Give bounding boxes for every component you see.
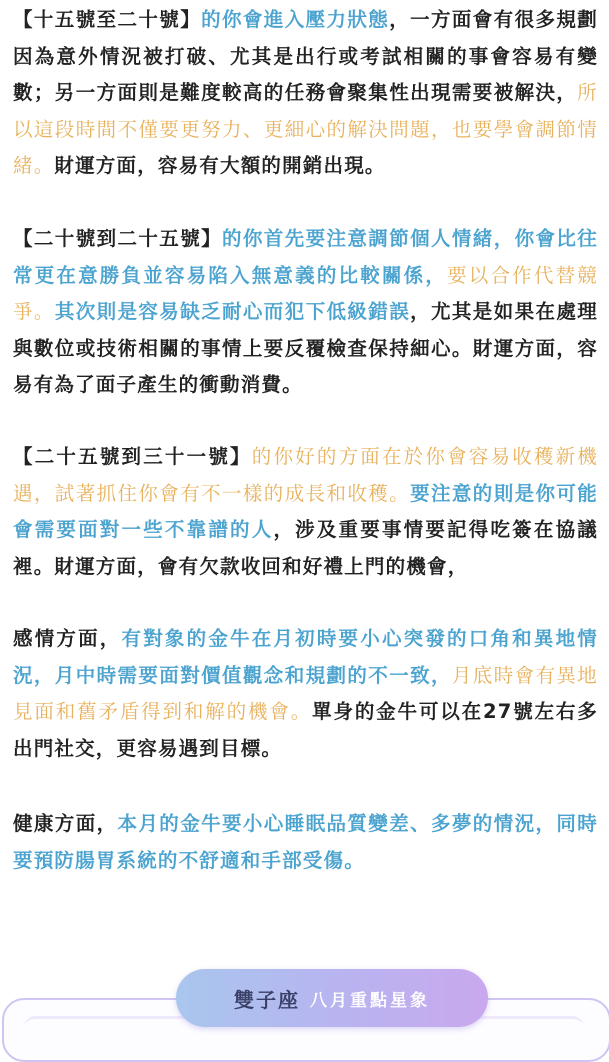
- paragraph-20-to-25: [13, 221, 598, 404]
- section-header-pill[interactable]: [176, 969, 488, 1027]
- highlight-gold: 的你好的方面在於你會容易收穫新機遇，試著抓住你會有不一樣的成長和收穫。: [13, 445, 599, 505]
- highlight-blue: 的你會進入壓力狀態: [201, 8, 390, 31]
- topic-label: 感情方面，: [13, 627, 122, 650]
- section-subtitle: 八月重點星象: [310, 990, 430, 1011]
- highlight-blue: 本月的金牛要小心睡眠品質變差、多夢的情況，同時要預防腸胃系統的不舒適和手部受傷。: [13, 812, 598, 872]
- paragraph-25-to-31: [13, 439, 598, 585]
- highlight-gold: 所以這段時間不僅要更努力、更細心的解決問題，也要學會調節情緒。: [13, 81, 598, 177]
- highlight-blue: 要注意的則是你可能會需要面對一些不靠譜的人: [13, 481, 598, 541]
- highlight-gold: 月底時會有異地見面和舊矛盾得到和解的機會。: [13, 663, 599, 723]
- paragraph-love: [13, 621, 598, 767]
- body-text: ，一方面會有很多規劃因為意外情況被打破、尤其是出行或考試相關的事會容易有變數；另一方面則是難度較高的任務會聚集性出現需要被解決，: [13, 8, 598, 104]
- highlight-gold: 要以合作代替競爭。: [13, 263, 598, 323]
- zodiac-sign-label: 雙子座: [234, 987, 300, 1012]
- body-text: ，尤其是如果在處理與數位或技術相關的事情上要反覆檢查保持細心。財運方面，容易有為了面子產生的衝動消費。: [13, 300, 599, 396]
- highlight-blue: 有對象的金牛在月初時要小心突發的口角和異地情況，月中時需要面對價值觀念和規劃的不一致，: [13, 627, 598, 687]
- paragraph-health: [13, 806, 598, 879]
- body-text: ，涉及重要事情要記得吃簽在協議裡。財運方面，會有欠款收回和好禮上門的機會，: [13, 518, 598, 578]
- date-range-heading: 【十五號至二十號】: [13, 8, 202, 31]
- body-text: 財運方面，容易有大額的開銷出現。: [54, 154, 386, 177]
- date-range-heading: 【二十五號到三十一號】: [13, 445, 252, 468]
- topic-label: 健康方面，: [13, 812, 118, 835]
- date-range-heading: 【二十號到二十五號】: [13, 227, 222, 250]
- highlight-blue: 其次則是容易缺乏耐心而犯下低級錯誤: [54, 300, 411, 323]
- body-text: 單身的金牛可以在27號左右多出門社交，更容易遇到目標。: [13, 700, 598, 760]
- highlight-blue: 的你首先要注意調節個人情緒，你會比往常更在意勝負並容易陷入無意義的比較關係，: [13, 227, 598, 287]
- paragraph-15-to-20: [13, 2, 598, 185]
